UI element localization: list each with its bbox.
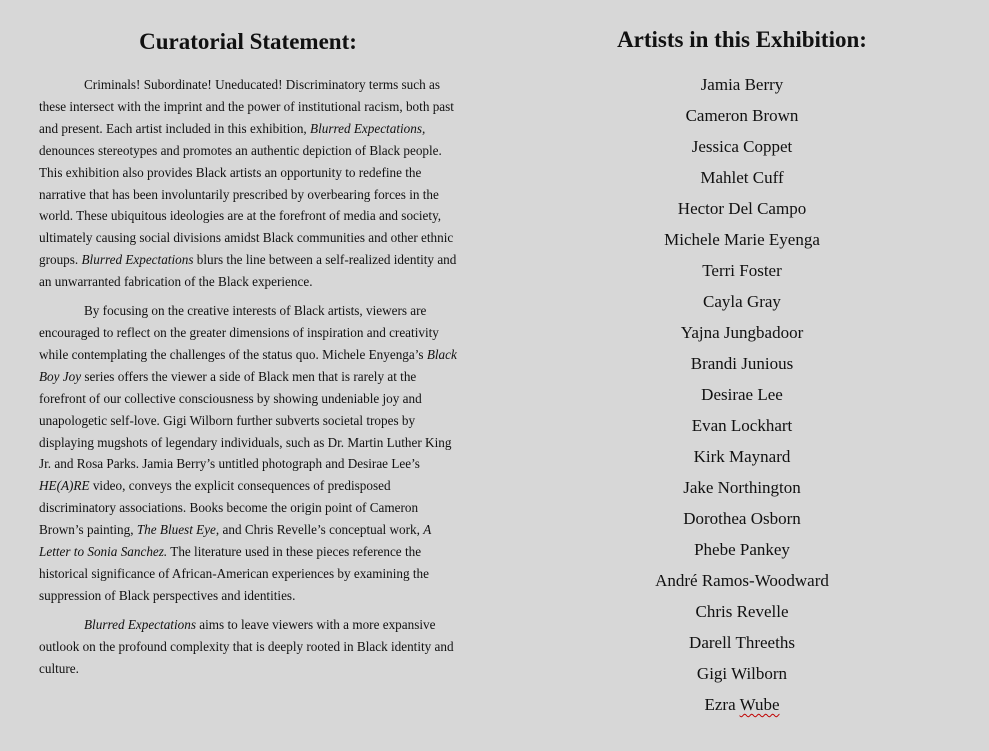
artist-name: Kirk Maynard	[693, 447, 791, 466]
artist-name: Cameron Brown	[685, 106, 799, 125]
artist-name	[583, 689, 901, 720]
statement-paragraph	[39, 614, 457, 680]
paragraph-text: Criminals! Subordinate! Uneducated! Discriminatory terms such as these intersect with the imprint and the power of institutional racism, both past and present. Each artist included in this exhibition,	[39, 77, 454, 136]
paragraph-text: denounces stereotypes and promotes an authentic depiction of Black people. This exhibition also provides Black artists an opportunity to redefine the narrative that has been involuntarily prescribed by overbearing forces in the world. These ubiquitous ideologies are at the forefront of media and society, ultimately causing social divisions amidst Black communities and other ethnic groups.	[39, 142, 454, 268]
statement-paragraph	[39, 300, 457, 607]
paragraph-text: series offers the viewer a side of Black men that is rarely at the forefront of our collective consciousness by showing undeniable joy and unapologetic self-love. Gigi Wilborn further subverts societal tropes by displaying mugshots of legendary individuals, such as Dr. Martin Luther King Jr. and Rosa Parks. Jamia Berry’s untitled photograph and Desirae Lee’s	[39, 368, 452, 472]
artist-name: Desirae Lee	[701, 385, 783, 404]
paragraph-text: blurs the line between a self-realized identity and an unwarranted fabrication of the Black experience.	[39, 252, 457, 290]
statement-body	[39, 74, 457, 679]
artist-name: Terri Foster	[702, 261, 782, 280]
artists-title: Artists in this Exhibition:	[617, 27, 867, 52]
paragraph-text: aims to leave viewers with a more expansive outlook on the profound complexity that is deeply rooted in Black identity and culture.	[39, 616, 454, 676]
artists-column	[583, 24, 901, 720]
artist-name: Mahlet Cuff	[700, 168, 784, 187]
italic-title-text: The Bluest Eye	[136, 522, 216, 538]
artist-name: Jamia Berry	[700, 75, 784, 94]
paragraph-text: By focusing on the creative interests of Black artists, viewers are encouraged to reflect on the greater dimensions of inspiration and creativity while contemplating the challenges of the status quo. Michele Enyenga’s	[39, 303, 439, 362]
italic-title-text: HE(A)RE	[39, 478, 90, 494]
artist-name: Evan Lockhart	[691, 416, 793, 435]
artist-list	[583, 69, 901, 720]
italic-title-text: A Letter to Sonia Sanchez.	[39, 522, 432, 560]
italic-title-text: Blurred Expectations	[81, 252, 194, 268]
artist-name: Jake Northington	[683, 478, 801, 497]
artist-name: Darell Threeths	[689, 633, 795, 652]
italic-title-text: Black Boy Joy	[39, 346, 457, 384]
artist-name: Hector Del Campo	[677, 199, 807, 218]
curatorial-statement-title: Curatorial Statement:	[139, 29, 357, 54]
paragraph-text: The literature used in these pieces reference the historical significance of African-American experiences by examining the suppression of Black perspectives and identities.	[39, 544, 429, 603]
italic-title-text: Blurred Expectations	[84, 616, 196, 632]
artist-name: Phebe Pankey	[694, 540, 790, 559]
italic-title-text: Blurred Expectations,	[310, 120, 426, 136]
artist-last-name-spellcheck: Wube	[739, 695, 780, 714]
artist-first-name: Ezra	[704, 695, 740, 714]
statement-paragraph	[39, 74, 457, 293]
artist-name: Yajna Jungbadoor	[680, 323, 804, 342]
paragraph-text: , and Chris Revelle’s conceptual work,	[215, 522, 424, 538]
artist-name: Cayla Gray	[703, 292, 781, 311]
artist-name: Gigi Wilborn	[696, 664, 788, 683]
artist-name: Michele Marie Eyenga	[664, 230, 820, 249]
artist-name: Jessica Coppet	[691, 137, 793, 156]
artist-name: Chris Revelle	[695, 602, 789, 621]
artist-name: André Ramos-Woodward	[655, 571, 829, 590]
curatorial-statement-column	[39, 26, 457, 686]
artist-name: Dorothea Osborn	[683, 509, 801, 528]
artist-name: Brandi Junious	[690, 354, 794, 373]
paragraph-text: video, conveys the explicit consequences of predisposed discriminatory associations. Books become the origin point of Cameron Brown’s painting,	[39, 478, 419, 538]
